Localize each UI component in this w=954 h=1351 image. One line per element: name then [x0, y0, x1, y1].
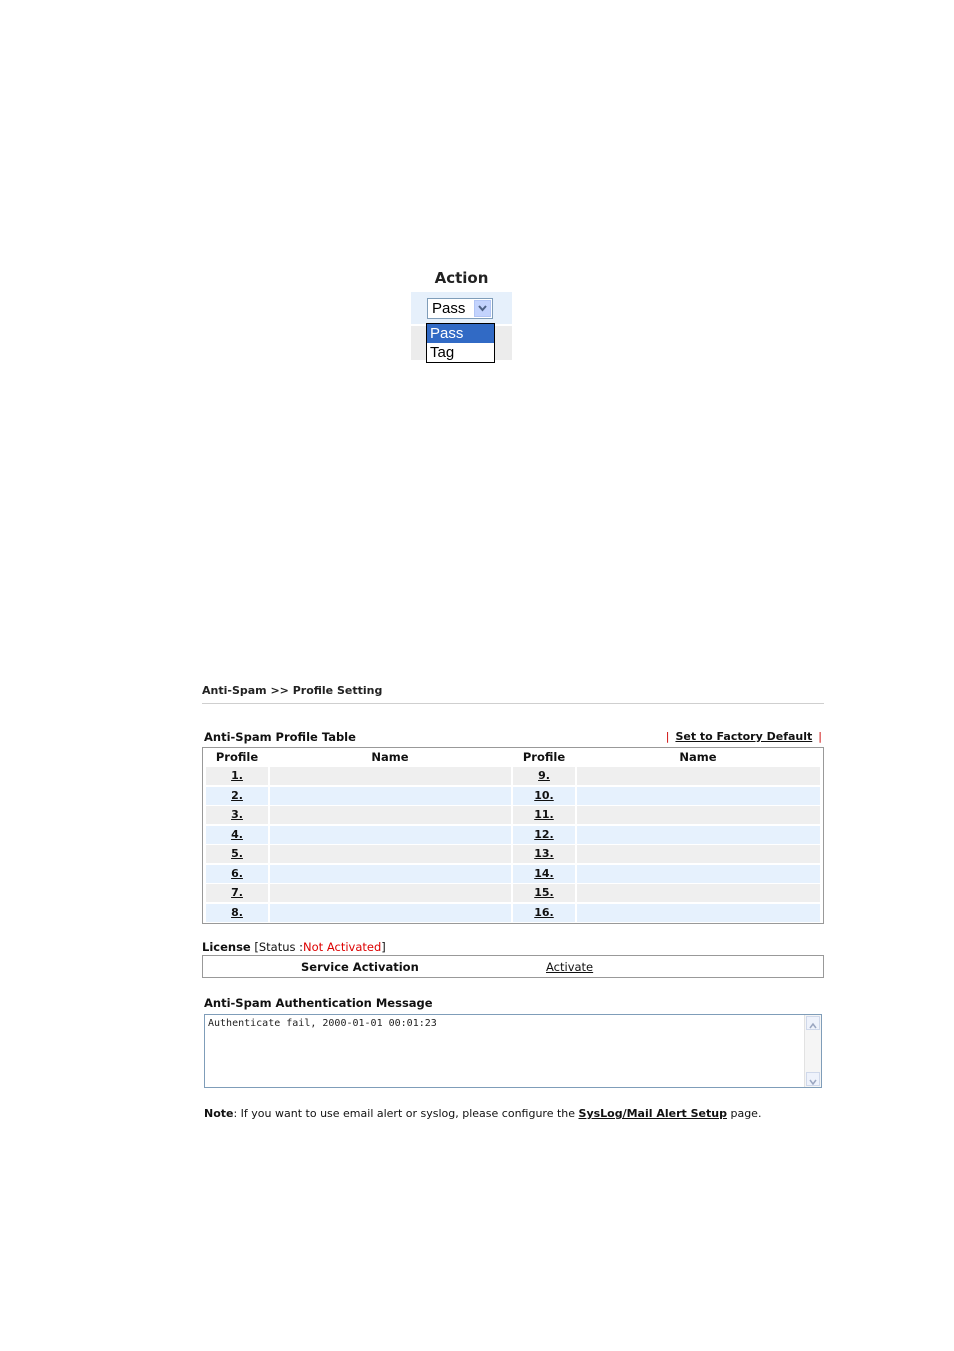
profile-name-cell: [577, 904, 820, 922]
action-options-list: [426, 323, 495, 363]
profile-link[interactable]: 8.: [231, 905, 243, 919]
profile-link[interactable]: 14.: [534, 866, 554, 880]
auth-message-scrollbar[interactable]: [804, 1015, 821, 1087]
profile-link[interactable]: 16.: [534, 905, 554, 919]
table-row: [206, 787, 820, 805]
note-text: [204, 1107, 761, 1120]
separator-left: |: [665, 730, 670, 743]
profile-link[interactable]: 11.: [534, 808, 554, 821]
profile-name-cell: [577, 884, 820, 902]
auth-message-title: Anti-Spam Authentication Message: [204, 996, 433, 1010]
action-option-pass[interactable]: Pass: [427, 324, 494, 343]
profile-link[interactable]: 7.: [231, 886, 243, 899]
table-row: [206, 767, 820, 785]
action-select[interactable]: [427, 298, 493, 319]
activate-link[interactable]: Activate: [546, 960, 594, 974]
table-row: [206, 826, 820, 844]
license-label: License: [202, 940, 251, 954]
profile-name-cell: [270, 904, 510, 922]
profile-cell-left: [206, 884, 268, 902]
profile-name-cell: [270, 806, 510, 824]
license-status-prefix: [Status :: [250, 940, 304, 954]
table-row: [206, 845, 820, 863]
profile-link[interactable]: 9.: [538, 769, 550, 782]
auth-message-textarea[interactable]: [204, 1014, 822, 1088]
profile-table-title: Anti-Spam Profile Table: [204, 730, 356, 744]
action-column-header: Action: [434, 269, 489, 287]
profile-cell-left: [206, 767, 268, 785]
header-name-right: Name: [679, 750, 717, 764]
profile-name-cell: [577, 845, 820, 863]
profile-link[interactable]: 5.: [231, 847, 243, 860]
header-profile-left: Profile: [215, 750, 259, 764]
separator-right: |: [818, 730, 822, 743]
profile-cell-left: [206, 865, 268, 883]
breadcrumb: Anti-Spam >> Profile Setting: [202, 684, 383, 697]
profile-cell-right: [513, 884, 575, 902]
profile-cell-right: [513, 826, 575, 844]
profile-link[interactable]: 13.: [534, 847, 554, 860]
profile-link[interactable]: 12.: [534, 827, 554, 841]
license-status-value: Not Activated: [303, 940, 382, 954]
note-label: Note: [204, 1107, 234, 1120]
profile-name-cell: [577, 787, 820, 805]
profile-name-cell: [577, 767, 820, 785]
chevron-down-icon[interactable]: [474, 300, 491, 317]
profile-link[interactable]: 2.: [231, 788, 243, 802]
profile-link[interactable]: 15.: [534, 886, 554, 899]
profile-name-cell: [270, 767, 510, 785]
profile-name-cell: [270, 826, 510, 844]
action-select-value: Pass: [432, 300, 466, 317]
profile-cell-right: [513, 767, 575, 785]
table-row: [206, 865, 820, 883]
scroll-up-icon[interactable]: [806, 1016, 820, 1030]
table-row: [206, 904, 820, 922]
factory-default-group: [660, 730, 822, 743]
auth-message-text: Authenticate fail, 2000-01-01 00:01:23: [208, 1018, 437, 1029]
profile-name-cell: [270, 884, 510, 902]
profile-name-cell: [270, 845, 510, 863]
profile-cell-left: [206, 845, 268, 863]
profile-cell-left: [206, 826, 268, 844]
license-box: [202, 955, 824, 978]
profile-cell-right: [513, 845, 575, 863]
profile-table: [202, 747, 824, 924]
table-row: [206, 806, 820, 824]
header-name-left: Name: [371, 750, 409, 764]
profile-link[interactable]: 6.: [231, 866, 243, 880]
profile-cell-left: [206, 787, 268, 805]
profile-link[interactable]: 4.: [231, 827, 243, 841]
profile-name-cell: [577, 826, 820, 844]
profile-cell-right: [513, 787, 575, 805]
header-profile-right: Profile: [522, 750, 566, 764]
profile-link[interactable]: 10.: [534, 788, 554, 802]
action-option-tag[interactable]: Tag: [430, 344, 455, 361]
profile-name-cell: [270, 865, 510, 883]
service-activation-label: Service Activation: [301, 960, 419, 974]
profile-name-cell: [577, 865, 820, 883]
profile-cell-left: [206, 806, 268, 824]
profile-link[interactable]: 3.: [231, 808, 243, 821]
profile-cell-right: [513, 904, 575, 922]
set-factory-default-link[interactable]: Set to Factory Default: [675, 730, 813, 743]
action-dropdown-snippet: [411, 268, 512, 364]
profile-name-cell: [577, 806, 820, 824]
profile-cell-left: [206, 904, 268, 922]
syslog-mail-alert-link[interactable]: SysLog/Mail Alert Setup: [578, 1107, 727, 1120]
profile-link[interactable]: 1.: [231, 769, 243, 782]
note-body: : If you want to use email alert or syslog, please configure the: [233, 1107, 579, 1120]
license-title: [202, 940, 386, 954]
divider: [202, 703, 824, 704]
profile-cell-right: [513, 865, 575, 883]
profile-cell-right: [513, 806, 575, 824]
profile-name-cell: [270, 787, 510, 805]
table-row: [206, 884, 820, 902]
scroll-down-icon[interactable]: [806, 1072, 820, 1086]
license-status-suffix: ]: [381, 940, 386, 954]
note-tail: page.: [726, 1107, 762, 1120]
